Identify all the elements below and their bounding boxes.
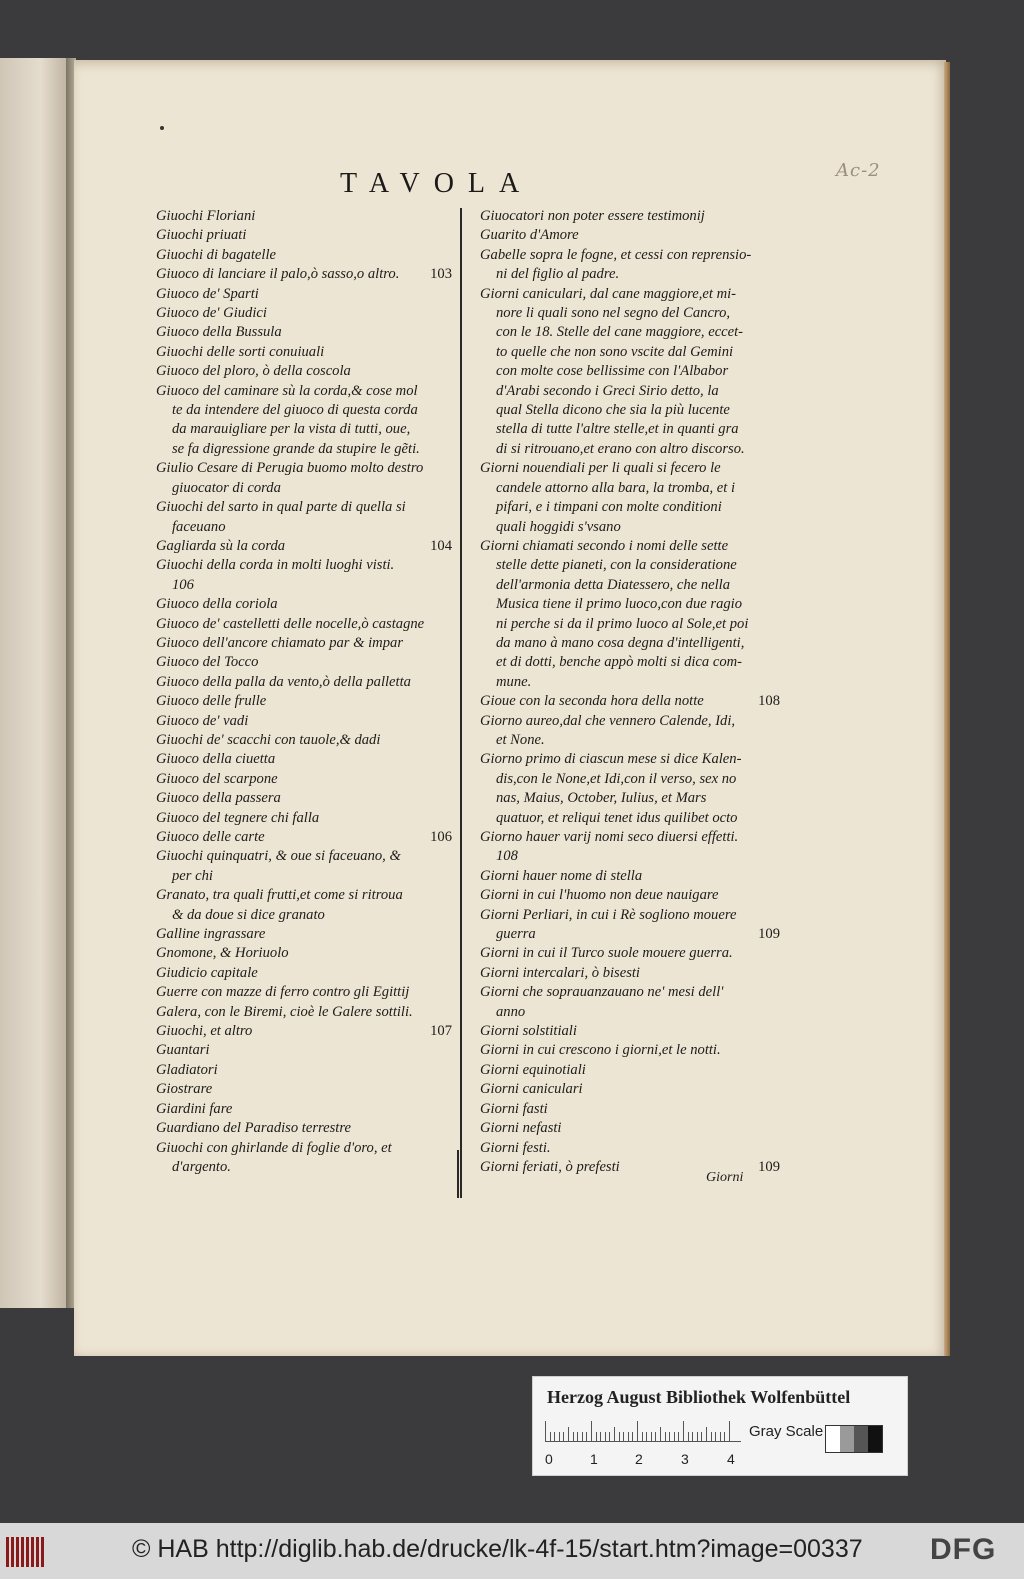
ruler-tick xyxy=(660,1427,661,1441)
index-entry-text: Musica tiene il primo luoco,con due ragio xyxy=(496,596,743,613)
page-reference: 103 xyxy=(430,266,452,283)
index-entry-text: d'Arabi secondo i Greci Sirio detto, la xyxy=(496,382,719,399)
index-entry-text: Giuocatori non poter essere testimonij xyxy=(480,208,705,224)
index-entry xyxy=(480,1003,780,1022)
index-entry xyxy=(156,420,452,439)
index-entry-text: Giuochi priuati xyxy=(156,227,247,244)
index-entry-text: Giulio Cesare di Perugia buomo molto destro xyxy=(156,460,424,477)
index-entry xyxy=(480,401,780,420)
index-entry-text: dell'armonia detta Diatessero, che nella xyxy=(496,576,731,593)
index-entry-text: Giuoco della ciuetta xyxy=(156,751,276,768)
index-entry xyxy=(480,731,780,750)
index-entry-text: et None. xyxy=(496,731,545,748)
index-entry-text: Giuoco delle carte xyxy=(156,829,265,845)
index-entry xyxy=(156,867,452,886)
index-entry xyxy=(480,246,780,265)
index-entry-text: Giorni feriati, ò prefesti xyxy=(480,1158,620,1175)
index-entry xyxy=(480,595,780,614)
index-entry xyxy=(156,731,452,750)
index-entry xyxy=(480,964,780,983)
ruler-tick xyxy=(683,1421,684,1441)
ruler-tick xyxy=(568,1427,569,1441)
ruler-tick xyxy=(692,1432,693,1441)
ruler-number: 3 xyxy=(681,1451,689,1467)
index-entry-text: Giorni solstitiali xyxy=(480,1023,577,1040)
index-entry xyxy=(480,828,780,847)
index-entry xyxy=(156,712,452,731)
index-entry-text: Giuoco del tegnere chi falla xyxy=(156,809,320,826)
index-entry-text: nas, Maius, October, Iulius, et Mars xyxy=(496,790,707,807)
index-entry xyxy=(156,770,452,789)
index-entry xyxy=(480,498,780,517)
gray-scale-label: Gray Scale xyxy=(749,1423,824,1440)
index-entry xyxy=(480,479,780,498)
index-entry xyxy=(156,1119,452,1138)
ruler-tick xyxy=(655,1432,656,1441)
ruler-tick xyxy=(554,1432,555,1441)
index-entry-text: nore li quali sono nel segno del Cancro, xyxy=(496,305,731,322)
index-entry xyxy=(156,382,452,401)
index-entry-text: Giorni nouendiali per li quali si fecero le xyxy=(480,460,721,477)
column-rule-lower xyxy=(457,1150,459,1198)
index-entry-text: Gioue con la seconda hora della notte xyxy=(480,693,704,710)
index-entry xyxy=(156,1003,452,1022)
index-entry-text: Giardini fare xyxy=(156,1100,233,1117)
ruler-tick xyxy=(582,1432,583,1441)
ruler-tick xyxy=(711,1432,712,1441)
index-entry xyxy=(156,226,452,245)
ruler-tick xyxy=(646,1432,647,1441)
index-column-right xyxy=(480,207,780,1177)
index-entry-text: Giorni in cui crescono i giorni,et le notti. xyxy=(480,1042,721,1059)
index-entry xyxy=(156,925,452,944)
footer-bar xyxy=(0,1523,1024,1579)
ruler-tick xyxy=(665,1432,666,1441)
index-entry-text: Giorni festi. xyxy=(480,1139,551,1156)
index-entry xyxy=(480,556,780,575)
index-entry-text: Giuoco de' Sparti xyxy=(156,285,259,302)
index-entry-text: Giuoco della palla da vento,ò della palletta xyxy=(156,673,411,690)
index-entry-text: per chi xyxy=(172,867,213,884)
ruler-tick xyxy=(577,1432,578,1441)
ruler-tick xyxy=(688,1432,689,1441)
index-entry-text: Giuoco della coriola xyxy=(156,596,278,613)
ruler-tick xyxy=(559,1432,560,1441)
page-fore-edge xyxy=(944,62,950,1356)
index-entry xyxy=(156,576,452,595)
ruler-tick xyxy=(628,1432,629,1441)
ruler-tick xyxy=(605,1432,606,1441)
ruler-tick xyxy=(545,1421,546,1441)
index-entry-text: 108 xyxy=(496,848,518,865)
index-entry xyxy=(480,343,780,362)
index-entry-text: faceuano xyxy=(172,518,226,535)
index-entry xyxy=(156,964,452,983)
index-entry xyxy=(480,944,780,963)
ruler-tick xyxy=(678,1432,679,1441)
index-entry xyxy=(156,615,452,634)
catchword: Giorni xyxy=(706,1170,744,1185)
index-entry xyxy=(156,595,452,614)
index-entry-text: Galera, con le Biremi, cioè le Galere sottili. xyxy=(156,1003,413,1020)
ruler-tick xyxy=(591,1421,592,1441)
index-entry xyxy=(156,459,452,478)
index-entry-text: Giorni chiamati secondo i nomi delle sette xyxy=(480,537,729,554)
folio-mark: Ac-2 xyxy=(836,160,881,181)
index-entry xyxy=(480,789,780,808)
index-entry-text: Giuochi di bagatelle xyxy=(156,246,276,263)
gray-swatch xyxy=(868,1426,882,1452)
index-entry xyxy=(156,1041,452,1060)
index-entry-text: Giorni in cui l'huomo non deue nauigare xyxy=(480,887,719,904)
index-entry xyxy=(480,420,780,439)
ruler-number: 2 xyxy=(635,1451,643,1467)
index-entry xyxy=(156,265,452,284)
index-entry-text: & da doue si dice granato xyxy=(172,906,325,923)
index-entry-text: qual Stella dicono che sia la più lucente xyxy=(496,402,730,419)
index-entry xyxy=(156,323,452,342)
index-entry xyxy=(480,1119,780,1138)
index-entry-text: Granato, tra quali frutti,et come si ritroua xyxy=(156,887,403,904)
index-entry xyxy=(480,867,780,886)
index-entry xyxy=(156,1139,452,1158)
ruler-tick xyxy=(596,1432,597,1441)
ruler-tick xyxy=(614,1427,615,1441)
dfg-logo: DFG xyxy=(930,1533,997,1566)
index-entry-text: Giuoco de' castelletti delle nocelle,ò castagne xyxy=(156,615,425,632)
index-entry-text: Giorni Perliari, in cui i Rè sogliono mouere xyxy=(480,906,737,923)
index-entry-text: Giuoco de' vadi xyxy=(156,712,249,729)
index-entry xyxy=(480,1061,780,1080)
index-entry xyxy=(156,673,452,692)
ruler-tick xyxy=(550,1432,551,1441)
ruler-tick xyxy=(623,1432,624,1441)
index-entry-text: stella di tutte l'altre stelle,et in quanti gra xyxy=(496,421,739,438)
ruler-tick xyxy=(701,1432,702,1441)
index-entry xyxy=(156,692,452,711)
page-title: TAVOLA xyxy=(340,168,534,199)
index-entry xyxy=(480,1080,780,1099)
index-entry xyxy=(156,401,452,420)
index-entry-text: di si ritrouano,et erano con altro discorso. xyxy=(496,440,745,457)
index-entry-text: Giuochi quinquatri, & oue si faceuano, & xyxy=(156,848,401,865)
index-entry xyxy=(156,809,452,828)
index-entry-text: to quelle che non sono vscite dal Gemini xyxy=(496,343,734,360)
hab-logo-icon xyxy=(6,1537,46,1567)
index-entry-text: Galline ingrassare xyxy=(156,926,266,943)
index-entry xyxy=(480,1041,780,1060)
index-entry xyxy=(156,1022,452,1041)
index-entry-text: quali hoggidi s'vsano xyxy=(496,518,621,535)
index-entry xyxy=(156,1158,452,1177)
index-entry-text: quatuor, et reliqui tenet idus quilibet octo xyxy=(496,809,738,826)
ruler-tick xyxy=(674,1432,675,1441)
ruler-tick xyxy=(563,1432,564,1441)
index-entry-text: Giuoco de' Giudici xyxy=(156,305,267,322)
index-entry xyxy=(156,983,452,1002)
index-entry-text: Giostrare xyxy=(156,1081,213,1098)
ruler-tick xyxy=(632,1432,633,1441)
index-entry-text: Giuoco della Bussula xyxy=(156,324,282,341)
index-entry xyxy=(480,809,780,828)
ruler-tick xyxy=(573,1432,574,1441)
index-entry-text: Giuochi de' scacchi con tauole,& dadi xyxy=(156,731,381,748)
index-entry-text: pifari, e i timpani con molte conditioni xyxy=(496,499,722,516)
index-entry xyxy=(480,615,780,634)
index-column-left xyxy=(156,207,452,1177)
ruler-tick xyxy=(729,1421,730,1441)
facing-page-edge xyxy=(0,58,68,1308)
index-entry xyxy=(480,440,780,459)
ruler-number: 4 xyxy=(727,1451,735,1467)
index-entry-text: Gnomone, & Horiuolo xyxy=(156,945,289,962)
index-entry-text: Giorni intercalari, ò bisesti xyxy=(480,964,640,981)
index-entry-text: Guantari xyxy=(156,1042,210,1059)
index-entry xyxy=(480,847,780,866)
ruler-tick xyxy=(642,1432,643,1441)
index-entry xyxy=(480,634,780,653)
index-entry xyxy=(156,285,452,304)
index-entry-text: et di dotti, benche appò molti si dica com- xyxy=(496,654,743,671)
index-entry xyxy=(156,944,452,963)
index-entry xyxy=(156,1080,452,1099)
index-entry xyxy=(480,304,780,323)
index-entry-text: Giuoco del scarpone xyxy=(156,770,278,787)
index-entry xyxy=(480,226,780,245)
index-entry xyxy=(156,498,452,517)
index-entry-text: Giuochi del sarto in qual parte di quella si xyxy=(156,499,406,516)
index-entry xyxy=(480,537,780,556)
index-entry-text: Giuoco della passera xyxy=(156,790,281,807)
index-entry-text: Giorni nefasti xyxy=(480,1120,562,1137)
index-entry xyxy=(156,828,452,847)
index-entry-text: Giuoco del ploro, ò della coscola xyxy=(156,363,351,380)
index-entry xyxy=(480,459,780,478)
index-entry xyxy=(156,343,452,362)
index-entry-text: Guerre con mazze di ferro contro gli Egittij xyxy=(156,984,410,1001)
index-entry-text: con le 18. Stelle del cane maggiore, eccet- xyxy=(496,324,744,341)
index-entry xyxy=(156,518,452,537)
index-entry xyxy=(156,750,452,769)
index-entry-text: da mano à mano cosa degna d'intelligenti, xyxy=(496,634,745,651)
index-entry xyxy=(480,712,780,731)
index-entry-text: Gladiatori xyxy=(156,1061,218,1078)
index-entry xyxy=(156,537,452,556)
index-entry xyxy=(156,634,452,653)
index-entry-text: Giorni hauer nome di stella xyxy=(480,867,643,884)
ruler-tick xyxy=(697,1432,698,1441)
index-entry xyxy=(156,847,452,866)
index-entry xyxy=(480,886,780,905)
index-entry-text: stelle dette pianeti, con la consideratione xyxy=(496,557,737,574)
index-entry-text: Guardiano del Paradiso terrestre xyxy=(156,1120,351,1137)
index-entry xyxy=(156,246,452,265)
page-reference: 108 xyxy=(758,693,780,710)
index-entry-text: se fa digressione grande da stupire le gẽti. xyxy=(172,440,420,457)
index-entry-text: dis,con le None,et Idi,con il verso, sex no xyxy=(496,770,737,787)
gray-swatch xyxy=(826,1426,840,1452)
color-calibration-card xyxy=(532,1376,908,1476)
page-reference: 107 xyxy=(430,1023,452,1040)
index-entry-text: Gagliarda sù la corda xyxy=(156,537,286,554)
gray-swatches xyxy=(825,1425,883,1453)
index-entry-text: Giorni caniculari, dal cane maggiore,et mi- xyxy=(480,285,737,302)
ruler-tick xyxy=(715,1432,716,1441)
index-entry xyxy=(156,440,452,459)
ruler-tick xyxy=(651,1432,652,1441)
index-entry-text: Giuoco del caminare sù la corda,& cose mol xyxy=(156,382,418,399)
index-entry-text: d'argento. xyxy=(172,1158,231,1175)
index-entry xyxy=(156,886,452,905)
ruler-tick xyxy=(619,1432,620,1441)
index-entry-text: Giuochi della corda in molti luoghi visti. xyxy=(156,557,395,574)
index-entry-text: Giorni in cui il Turco suole mouere guerra. xyxy=(480,945,733,962)
index-entry-text: Giuochi con ghirlande di foglie d'oro, et xyxy=(156,1139,392,1156)
index-entry xyxy=(480,362,780,381)
index-entry xyxy=(480,925,780,944)
index-entry xyxy=(480,265,780,284)
index-entry xyxy=(480,207,780,226)
index-entry xyxy=(480,906,780,925)
index-entry-text: mune. xyxy=(496,673,532,690)
index-entry xyxy=(156,1061,452,1080)
index-entry-text: Giorno primo di ciascun mese si dice Kalen- xyxy=(480,751,742,768)
index-entry xyxy=(156,362,452,381)
index-entry xyxy=(480,1139,780,1158)
index-entry-text: con molte cose bellissime con l'Albabor xyxy=(496,363,729,380)
index-entry-text: Giuochi Floriani xyxy=(156,208,256,224)
index-entry xyxy=(480,518,780,537)
ruler-number: 1 xyxy=(590,1451,598,1467)
index-entry-text: Giorno hauer varij nomi seco diuersi effetti. xyxy=(480,829,739,845)
index-entry xyxy=(480,1100,780,1119)
index-entry xyxy=(156,906,452,925)
page-reference: 109 xyxy=(758,926,780,943)
ruler-tick xyxy=(586,1432,587,1441)
index-entry xyxy=(156,653,452,672)
index-entry-text: Giuoco di lanciare il palo,ò sasso,o altro. xyxy=(156,266,400,283)
index-entry xyxy=(156,304,452,323)
index-entry-text: Giuochi delle sorti conuiuali xyxy=(156,343,325,360)
index-entry-text: da marauigliare per la vista di tutti, oue, xyxy=(172,421,411,438)
ruler-tick xyxy=(609,1432,610,1441)
index-entry xyxy=(156,1100,452,1119)
index-entry-text: Giuochi, et altro xyxy=(156,1023,253,1040)
index-entry xyxy=(480,673,780,692)
index-entry-text: giuocator di corda xyxy=(172,479,281,496)
index-entry xyxy=(480,750,780,769)
index-entry-text: candele attorno alla bara, la tromba, et i xyxy=(496,479,736,496)
footer-credit[interactable]: © HAB http://diglib.hab.de/drucke/lk-4f-15/start.htm?image=00337 xyxy=(132,1535,863,1563)
institution-name: Herzog August Bibliothek Wolfenbüttel xyxy=(547,1387,851,1407)
index-entry-text: te da intendere del giuoco di questa corda xyxy=(172,402,418,419)
index-entry-text: ni del figlio al padre. xyxy=(496,266,620,283)
index-entry xyxy=(156,207,452,226)
index-entry xyxy=(480,1022,780,1041)
index-entry-text: Giorni che soprauanzauano ne' mesi dell' xyxy=(480,984,724,1001)
index-entry-text: Giuoco dell'ancore chiamato par & impar xyxy=(156,634,403,651)
index-entry-text: Giorni caniculari xyxy=(480,1081,583,1098)
index-entry xyxy=(480,382,780,401)
index-entry-text: Giorni equinotiali xyxy=(480,1061,586,1078)
index-entry xyxy=(480,983,780,1002)
index-entry xyxy=(480,653,780,672)
index-entry-text: guerra xyxy=(496,926,536,943)
ink-dot xyxy=(160,126,164,130)
index-entry xyxy=(156,479,452,498)
page-reference: 109 xyxy=(758,1158,780,1175)
index-entry-text: Giuoco delle frulle xyxy=(156,693,267,710)
index-entry-text: ni perche si da il primo luoco al Sole,et poi xyxy=(496,615,749,632)
index-entry xyxy=(480,770,780,789)
index-entry-text: Giorni fasti xyxy=(480,1100,548,1117)
index-entry-text: Giorno aureo,dal che vennero Calende, Idi, xyxy=(480,712,736,729)
index-entry-text: Guarito d'Amore xyxy=(480,227,579,244)
ruler-tick xyxy=(724,1432,725,1441)
gray-swatch xyxy=(854,1426,868,1452)
index-entry xyxy=(480,692,780,711)
index-entry-text: Giudicio capitale xyxy=(156,964,258,981)
page-reference: 104 xyxy=(430,537,452,554)
scale-ruler xyxy=(545,1419,741,1442)
index-entry-text: anno xyxy=(496,1003,526,1020)
ruler-tick xyxy=(669,1432,670,1441)
index-entry xyxy=(480,576,780,595)
index-entry-text: 106 xyxy=(172,576,194,593)
ruler-tick xyxy=(720,1432,721,1441)
index-entry-text: Giuoco del Tocco xyxy=(156,654,259,671)
page-reference: 106 xyxy=(430,829,452,845)
index-entry xyxy=(156,556,452,575)
index-entry xyxy=(480,285,780,304)
ruler-tick xyxy=(706,1427,707,1441)
column-rule xyxy=(460,208,462,1198)
gray-swatch xyxy=(840,1426,854,1452)
ruler-tick xyxy=(600,1432,601,1441)
index-entry-text: Gabelle sopra le fogne, et cessi con reprensio- xyxy=(480,246,752,263)
index-entry xyxy=(480,323,780,342)
ruler-tick xyxy=(637,1421,638,1441)
ruler-number: 0 xyxy=(545,1451,553,1467)
index-entry xyxy=(156,789,452,808)
